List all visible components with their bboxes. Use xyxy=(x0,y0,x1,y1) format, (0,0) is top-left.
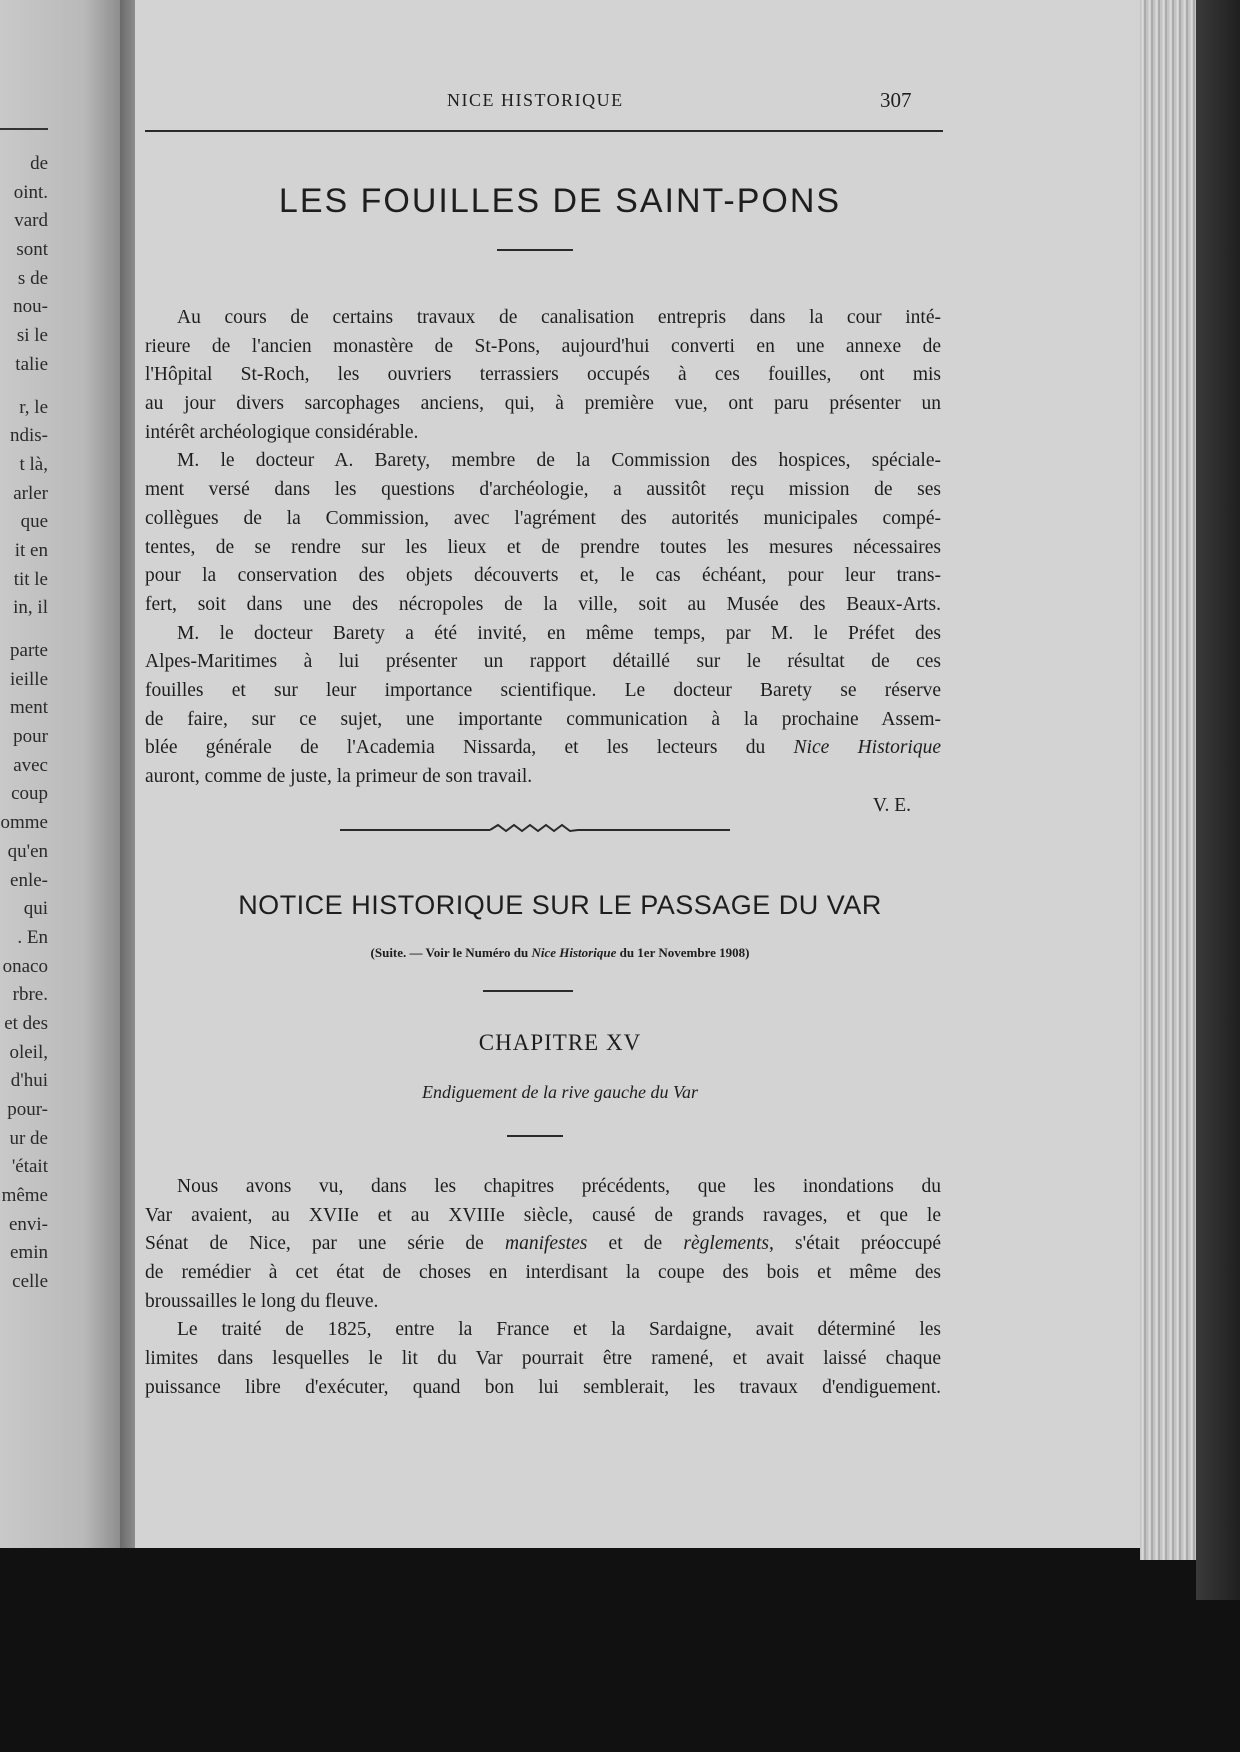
continuation-note xyxy=(135,945,985,961)
signature: V. E. xyxy=(872,794,911,816)
text-line xyxy=(145,1345,941,1374)
left-page-line: pour- xyxy=(7,1099,48,1120)
left-page-line: talie xyxy=(15,353,48,375)
left-page-line: celle xyxy=(12,1271,48,1293)
page-stack-edge xyxy=(1140,0,1196,1560)
text-line xyxy=(145,304,941,333)
line-text: Sénat de Nice, par une série de xyxy=(145,1233,506,1255)
text-line xyxy=(145,1316,941,1345)
left-page-line: emin xyxy=(10,1242,48,1264)
text-line xyxy=(145,734,941,763)
left-page-line: s de xyxy=(17,267,48,289)
left-page-line: ieille xyxy=(10,668,48,690)
scan-background xyxy=(0,1540,1240,1752)
text-line xyxy=(145,706,941,735)
left-page-line: avec xyxy=(13,754,48,776)
left-page-line: ur de xyxy=(9,1127,48,1149)
notice-rule xyxy=(483,990,573,992)
left-page-line: même xyxy=(1,1185,48,1207)
text-line xyxy=(145,677,941,706)
left-page-line: 'était xyxy=(11,1156,48,1178)
line-text: pour la conservation des objets découverts et, le cas échéant, pour leur trans- xyxy=(145,565,941,587)
text-line xyxy=(145,505,941,534)
left-page-edge xyxy=(0,0,140,1548)
text-line xyxy=(145,1374,941,1403)
line-text: blée générale de l'Academia Nissarda, et les lecteurs du xyxy=(145,737,794,759)
italic-text: manifestes xyxy=(505,1233,588,1255)
text-line xyxy=(145,591,941,620)
text-line xyxy=(145,1259,941,1288)
chapter-subtitle: Endiguement de la rive gauche du Var xyxy=(422,1082,698,1102)
line-text: de remédier à cet état de choses en interdisant la coupe des bois et même des xyxy=(145,1262,941,1284)
left-page-line: oleil, xyxy=(9,1041,48,1063)
left-page-line xyxy=(0,623,128,637)
line-text: M. le docteur Barety a été invité, en même temps, par M. le Préfet des xyxy=(177,622,941,644)
left-page-line: vard xyxy=(14,210,48,232)
left-page-line: ment xyxy=(10,697,48,719)
left-page-line: qu'en xyxy=(7,840,48,862)
text-line xyxy=(145,333,941,362)
text-line xyxy=(145,620,941,649)
suite-post: du 1er Novembre 1908) xyxy=(616,945,750,960)
line-text: , s'était préoccupé xyxy=(768,1233,942,1255)
left-page-line: pour xyxy=(13,726,48,748)
left-page-text xyxy=(0,150,128,1297)
line-text: Au cours de certains travaux de canalisation entrepris dans la cour inté- xyxy=(177,307,941,328)
italic-text: Nice Historique xyxy=(793,737,941,759)
line-text: Var avaient, au XVIIe et au XVIIIe siècle, causé de grands ravages, et que le xyxy=(145,1204,941,1226)
left-page-line: sont xyxy=(16,239,48,261)
left-page-line: onaco xyxy=(2,955,48,977)
text-line xyxy=(145,763,941,792)
left-page-line: coup xyxy=(11,783,48,805)
left-page-line: it en xyxy=(14,539,48,561)
line-text: au jour divers sarcophages anciens, qui, à première vue, ont paru présenter un xyxy=(145,393,941,415)
line-text: l'Hôpital St-Roch, les ouvriers terrassiers occupés à ces fouilles, ont mis xyxy=(145,364,941,386)
line-text: auront, comme de juste, la primeur de son travail. xyxy=(145,766,533,787)
left-page-line: parte xyxy=(10,640,48,661)
left-page-line: arler xyxy=(13,482,48,504)
suite-journal: Nice Historique xyxy=(531,945,617,960)
left-page-line: d'hui xyxy=(10,1070,48,1092)
text-line xyxy=(145,1288,941,1317)
left-page-line: . En xyxy=(17,926,48,948)
left-page-line: tit le xyxy=(13,568,48,590)
text-line xyxy=(145,447,941,476)
title-rule xyxy=(497,249,573,251)
section-ornament xyxy=(340,820,730,840)
left-page-line: si le xyxy=(16,325,48,347)
text-line xyxy=(145,390,941,419)
line-text: de faire, sur ce sujet, une importante communication à la prochaine Assem- xyxy=(145,708,941,730)
left-page-line: nou- xyxy=(13,296,48,318)
left-page-line: oint. xyxy=(13,181,48,203)
running-title: NICE HISTORIQUE xyxy=(447,90,624,110)
left-page-line: qui xyxy=(23,898,48,920)
page-number: 307 xyxy=(880,88,912,112)
article-title: LES FOUILLES DE SAINT-PONS xyxy=(278,182,842,220)
line-text: fouilles et sur leur importance scientifique. Le docteur Barety se réserve xyxy=(145,679,941,701)
left-page-line: que xyxy=(20,511,48,533)
left-page-line: ndis- xyxy=(10,425,48,447)
chapter-body xyxy=(145,1173,941,1403)
left-page-line: r, le xyxy=(19,396,48,418)
text-line xyxy=(145,1173,941,1202)
chapter-rule xyxy=(507,1135,563,1137)
line-text: rieure de l'ancien monastère de St-Pons, aujourd'hui converti en une annexe de xyxy=(145,335,941,357)
left-page-line: omme xyxy=(0,812,48,834)
line-text: intérêt archéologique considérable. xyxy=(145,421,419,443)
line-text: puissance libre d'exécuter, quand bon lui semblerait, les travaux d'endiguement. xyxy=(145,1376,941,1398)
left-page-line: rbre. xyxy=(12,984,48,1006)
chapter-heading: CHAPITRE XV xyxy=(478,1030,642,1055)
article-body xyxy=(145,304,941,820)
left-page-line xyxy=(0,380,128,394)
text-line xyxy=(145,476,941,505)
line-text: Nous avons vu, dans les chapitres précédents, que les inondations du xyxy=(177,1176,941,1197)
line-text: ment versé dans les questions d'archéologie, a aussitôt reçu mission de ses xyxy=(145,479,941,501)
header-rule xyxy=(145,130,943,132)
left-page-line: enle- xyxy=(10,869,48,891)
line-text: M. le docteur A. Barety, membre de la Commission des hospices, spéciale- xyxy=(177,450,941,472)
italic-text: règlements xyxy=(683,1233,769,1255)
text-line xyxy=(145,534,941,563)
running-header xyxy=(135,88,1145,118)
left-page-line: in, il xyxy=(13,597,48,619)
line-text: collègues de la Commission, avec l'agrément des autorités municipales compé- xyxy=(145,507,941,529)
suite-pre: (Suite. — Voir le Numéro du xyxy=(370,945,532,960)
left-page-line: et des xyxy=(4,1012,48,1034)
line-text: limites dans lesquelles le lit du Var pourrait être ramené, et avait laissé chaque xyxy=(145,1348,941,1370)
text-line xyxy=(145,1230,941,1259)
text-line xyxy=(145,562,941,591)
left-page-line: de xyxy=(30,153,48,174)
book-cover xyxy=(1196,0,1240,1600)
text-line xyxy=(145,361,941,390)
text-line xyxy=(145,1202,941,1231)
text-line xyxy=(145,419,941,448)
left-page-line: t là, xyxy=(19,453,48,475)
left-page-line: envi- xyxy=(8,1213,48,1235)
line-text: fert, soit dans une des nécropoles de la ville, soit au Musée des Beaux-Arts. xyxy=(145,593,941,615)
notice-title: NOTICE HISTORIQUE SUR LE PASSAGE DU VAR xyxy=(238,890,882,920)
right-page xyxy=(135,0,1145,1548)
line-text: broussailles le long du fleuve. xyxy=(145,1290,379,1312)
line-text: Alpes-Maritimes à lui présenter un rapport détaillé sur le résultat de ces xyxy=(145,651,941,673)
text-line xyxy=(145,648,941,677)
line-text: Le traité de 1825, entre la France et la Sardaigne, avait déterminé les xyxy=(177,1319,941,1341)
line-text: tentes, de se rendre sur les lieux et de prendre toutes les mesures nécessaires xyxy=(145,536,941,558)
left-page-rule xyxy=(0,128,48,130)
line-text: et de xyxy=(587,1233,684,1255)
